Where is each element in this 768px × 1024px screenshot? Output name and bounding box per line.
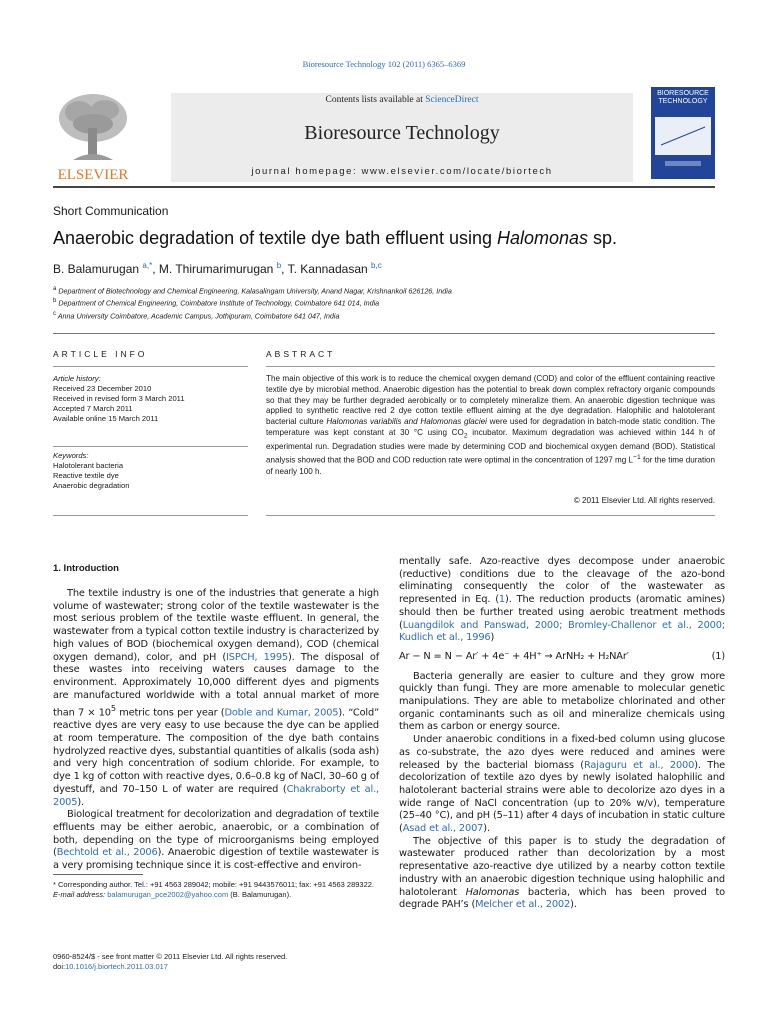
- divider: [266, 515, 715, 516]
- elsevier-tree-icon: [53, 88, 133, 182]
- corresponding-author-footnote: * Corresponding author. Tel.: +91 4563 289042; mobile: +91 9443576011; fax: +91 4563 289322. E-mail address: balamurugan_pce2002@yahoo.com (B. Balamurugan).: [53, 880, 375, 899]
- homepage-link[interactable]: www.elsevier.com/locate/biortech: [361, 166, 553, 177]
- article-info-heading: ARTICLE INFO: [53, 349, 148, 359]
- elsevier-logo: [53, 88, 133, 182]
- keywords: Keywords: Halotolerant bacteria Reactive textile dye Anaerobic degradation: [53, 451, 248, 491]
- email-link[interactable]: balamurugan_pce2002@yahoo.com: [107, 890, 229, 899]
- journal-name: Bioresource Technology: [304, 122, 500, 144]
- author-name: T. Kannadasan: [287, 262, 368, 276]
- reference-link[interactable]: Doble and Kumar, 2005: [224, 707, 339, 719]
- keyword: Reactive textile dye: [53, 471, 119, 480]
- sciencedirect-link[interactable]: ScienceDirect: [425, 95, 479, 105]
- keyword: Anaerobic degradation: [53, 481, 130, 490]
- introduction-heading: 1. Introduction: [53, 563, 119, 574]
- author-name: M. Thirumarimurugan: [158, 262, 274, 276]
- body-column-right: [399, 556, 725, 912]
- author-list: B. Balamurugan $^{a,*}$, M. Thirumarimurugan $^b$, T. Kannadasan $^{b,c}$: [53, 261, 382, 276]
- affiliation-line: $^a$ Department of Biotechnology and Chemical Engineering, Kalasalingam University, Anand Nagar, Krishnankoil 626126, India: [53, 286, 452, 296]
- paragraph: The textile industry is one of the industries that generate a high volume of wastewater; strong color of the textile wastewater is the most serious problem of the textile waste effluent. In general, the wastewater from a typical cotton textile industry is characterized by high values of BOD (biochemical oxygen demand), COD (chemical oxygen demand), color, and pH (ISPCH, 1995). The disposal of these wastes into receiving waters causes damage to the environment. Approximately 10,000 different dyes and pigments are manufactured worldwide with a total annual market of more than $7 \times 10^5$ metric tons per year (Doble and Kumar, 2005). “Cold” reactive dyes are very easy to use because the dye can be applied at room temperature. The composition of the dye bath contains hydrolyzed reactive dyes, substantial quantities of alkalis (soda ash) and very high concentration of sodium chloride. For example, to dye 1 kg of cotton with reactive dyes, 0.6–0.8 kg of NaCl, 30–60 g of dyestuff, and 70–150 L of water are required (Chakraborty et al., 2005).: [53, 588, 380, 808]
- reference-link[interactable]: Melcher et al., 2002: [475, 899, 571, 911]
- article-history: Article history: Received 23 December 2010 Received in revised form 3 March 2011 Accepted 7 March 2011 Available online 15 March 2011: [53, 374, 185, 423]
- author-name: B. Balamurugan: [53, 262, 140, 276]
- reference-link[interactable]: Chakraborty et al., 2005: [53, 783, 379, 808]
- publisher-name: ELSEVIER: [57, 167, 129, 182]
- reference-link[interactable]: Bechtold et al., 2006: [56, 847, 158, 859]
- keyword: Halotolerant bacteria: [53, 461, 124, 470]
- issn-doi: 0960-8524/$ - see front matter © 2011 Elsevier Ltd. All rights reserved. doi:10.1016/j.biortech.2011.03.017: [53, 952, 288, 971]
- footnote-rule: [53, 874, 143, 875]
- affiliation-line: $^c$ Anna University Coimbatore, Academic Campus, Jothipuram, Coimbatore 641 047, India: [53, 310, 340, 321]
- divider: [53, 366, 248, 367]
- reference-link[interactable]: ISPCH, 1995: [226, 651, 288, 663]
- equation-1: Ar − N = N − Ar′ + 4e⁻ + 4H⁺ → ArNH₂ + H₂NAr′ (1): [399, 650, 725, 662]
- journal-homepage: journal homepage: www.elsevier.com/locate/biortech: [251, 166, 553, 177]
- divider: [266, 366, 715, 367]
- paragraph: mentally safe. Azo-reactive dyes decompose under anaerobic (reductive) conditions due to the cleavage of the azo-bond eliminating consequently the color of the wastewater as represented in Eq. (1). The reduction products (aromatic amines) should then be further treated using aerobic treatment methods (Luangdilok and Panswad, 2000; Bromley-Challenor et al., 2000; Kudlich et al., 1996): [399, 556, 726, 644]
- doi-link[interactable]: 10.1016/j.biortech.2011.03.017: [65, 962, 168, 971]
- paragraph: Bacteria generally are easier to culture and they grow more quickly than fungi. They are more amenable to molecular genetic manipulations. They are able to metabolize chlorinated and other organic contaminants such as oil and mineralize chemicals using them as carbon or energy source.: [399, 670, 725, 733]
- header-rule: [53, 186, 715, 188]
- reference-link[interactable]: Asad et al., 2007: [402, 823, 484, 835]
- affiliations: [53, 284, 452, 321]
- abstract-text: The main objective of this work is to reduce the chemical oxygen demand (COD) and color of the effluent containing reactive textile dye by microbial method. Anaerobic digestion has the potential to break down complex refractory organic compounds so that they may be further degraded aerobically or to completely mineralize them. An anaerobic digestion technique was applied to synthetic reactive red 2 dye cotton textile effluent aiming at the dye degradation. Halophilic and halotolerant bacterial culture Halomonas variabilis and Halomonas glaciei were used for degradation in batch-mode static condition. The temperature was kept constant at 30 °C using $CO_2$ incubator. Maximum degradation was achieved within 144 h of experimental run. Degradation studies were made by determining COD and biochemical oxygen demand (BOD). Statistical analysis showed that the BOD and COD reduction rate were optimal in the concentration of 1297 mg $L^{-1}$ for the time duration of nearly 100 h.: [266, 374, 716, 476]
- equation-number: (1): [711, 650, 725, 662]
- section-rule: [53, 333, 715, 334]
- article-type: Short Communication: [53, 204, 169, 218]
- divider: [53, 446, 248, 447]
- reference-link[interactable]: Rajaguru et al., 2000: [583, 759, 695, 771]
- equation-link[interactable]: 1: [498, 594, 506, 606]
- copyright-notice: © 2011 Elsevier Ltd. All rights reserved.: [573, 496, 715, 505]
- cover-title: BIORESOURCE TECHNOLOGY: [657, 90, 709, 105]
- contents-line: Contents lists available at ScienceDirect: [325, 95, 479, 105]
- author-affiliation-marker[interactable]: b,c: [371, 261, 382, 270]
- divider: [53, 515, 248, 516]
- abstract-heading: ABSTRACT: [266, 349, 336, 359]
- body-column-left: [53, 588, 379, 873]
- author-affiliation-marker[interactable]: a,*: [142, 261, 153, 270]
- author-affiliation-marker[interactable]: b: [276, 261, 282, 270]
- reference-link[interactable]: Luangdilok and Panswad, 2000; Bromley-Challenor et al., 2000; Kudlich et al., 1996: [399, 619, 725, 644]
- paragraph: Biological treatment for decolorization and degradation of textile effluents may be either aerobic, anaerobic, or a combination of both, depending on the type of microorganisms being employed (Bechtold et al., 2006). Anaerobic digestion of textile wastewater is a very promising technique since it is cost-effective and environ-: [53, 809, 379, 872]
- article-title: Anaerobic degradation of textile dye bath effluent using Halomonas sp.: [53, 228, 618, 248]
- affiliation-line: $^b$ Department of Chemical Engineering, Coimbatore Institute of Technology, Coimbatore 641 014, India: [53, 298, 380, 308]
- paragraph: Under anaerobic conditions in a fixed-bed column using glucose as co-substrate, the azo dyes were reduced and amines were released by the bacterial biomass (Rajaguru et al., 2000). The decolorization of textile azo dyes by newly isolated halophilic and halotolerant bacterial strains were able to decolorize azo dyes in a wide range of NaCl concentration (up to 20% w/v), temperature (25–40 °C), and pH (5–11) after 4 days of incubation in static culture (Asad et al., 2007).: [399, 734, 726, 835]
- paragraph: The objective of this paper is to study the degradation of wastewater produced rather than decolorization by a most representative azo-reactive dye utilized by a nearby cotton textile industry with an anaerobic digestion technique using halophilic and halotolerant Halomonas bacteria, which has been proved to degrade PAH’s (Melcher et al., 2002).: [399, 835, 725, 911]
- journal-citation[interactable]: Bioresource Technology 102 (2011) 6365–6369: [302, 59, 466, 69]
